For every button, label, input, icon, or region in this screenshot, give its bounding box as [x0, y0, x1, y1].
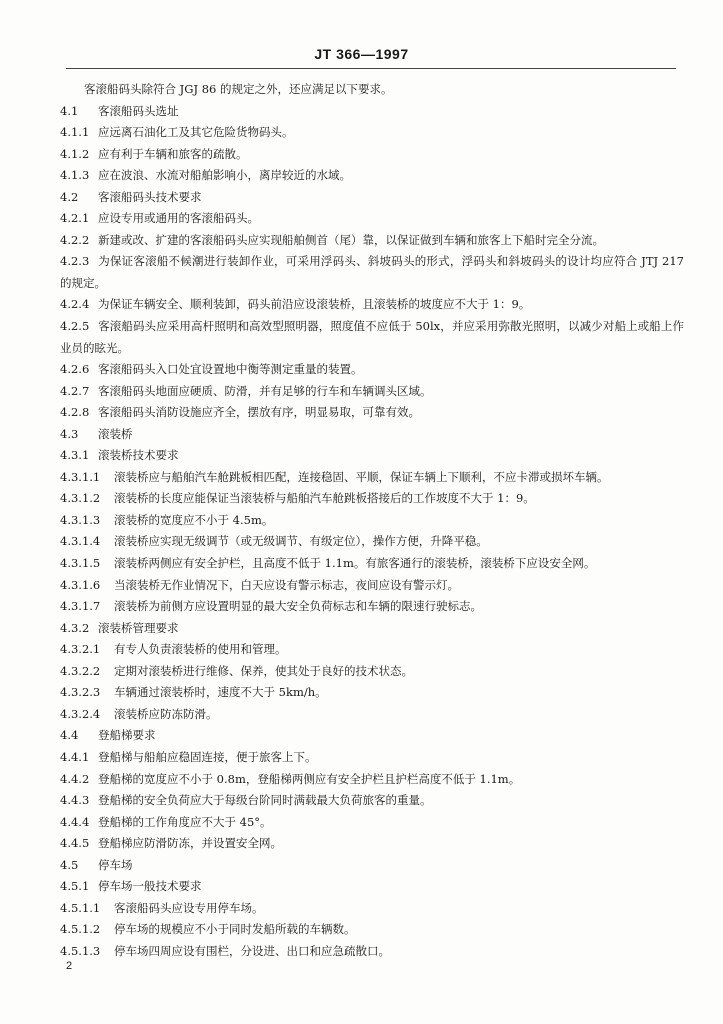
clause-number: 4.3.1.1: [60, 469, 101, 484]
clause-text: 为保证车辆安全、顺利装卸，码头前沿应设滚装桥，且滚装桥的坡度应不大于 1：9。: [98, 297, 531, 312]
clause-number: 4.2.2: [60, 232, 90, 247]
clause-text: 定期对滚装桥进行维修、保养，使其处于良好的技术状态。: [114, 663, 413, 678]
clause-text: 滚装桥技术要求: [98, 448, 179, 463]
clause-line: [60, 639, 684, 661]
page-number: 2: [66, 960, 73, 972]
page-header: JT 366—1997: [314, 46, 409, 62]
clause-line: [60, 855, 684, 877]
clause-line: [60, 833, 684, 855]
clause-text: 客滚船码头应采用高杆照明和高效型照明器，照度值不应低于 50lx，并应采用弥散光照明，以减少对船上或船上作业员的眩光。: [60, 319, 684, 355]
clause-number: 4.2.6: [60, 362, 90, 377]
clause-number: 4.3.1.2: [60, 491, 101, 506]
document-body: [60, 79, 684, 962]
clause-line: [60, 531, 684, 553]
clause-number: 4.2.7: [60, 383, 90, 398]
clause-number: 4.2.4: [60, 297, 90, 312]
clause-line: [60, 187, 684, 209]
clause-number: 4.5.1: [60, 879, 90, 894]
clause-text: 客滚船码头选址: [98, 103, 179, 118]
clause-text: 滚装桥应实现无级调节（或无级调节、有级定位），操作方便，升降平稳。: [114, 534, 488, 549]
clause-number: 4.3.2: [60, 620, 90, 635]
clause-text: 停车场四周应设有围栏，分设进、出口和应急疏散口。: [114, 943, 390, 958]
clause-line: [60, 941, 684, 963]
clause-text: 登船梯与船舶应稳固连接，便于旅客上下。: [98, 749, 317, 764]
clause-line: [60, 510, 684, 532]
clause-line: [60, 725, 684, 747]
clause-line: [60, 488, 684, 510]
clause-number: 4.4.5: [60, 836, 90, 851]
clause-line: [60, 424, 684, 446]
clause-line: [60, 316, 684, 359]
clause-number: 4.3.1: [60, 448, 90, 463]
clause-line: [60, 165, 684, 187]
clause-text: 登船梯的工作角度应不大于 45°。: [98, 814, 272, 829]
clause-text: 客滚船码头入口处宜设置地中衡等测定重量的装置。: [98, 362, 363, 377]
clause-number: 4.2.1: [60, 211, 90, 226]
clause-text: 滚装桥: [98, 426, 133, 441]
clause-number: 4.4.1: [60, 749, 90, 764]
clause-line: [60, 381, 684, 403]
clause-text: 滚装桥为前侧方应设置明显的最大安全负荷标志和车辆的限速行驶标志。: [114, 599, 482, 614]
clause-text: 应远离石油化工及其它危险货物码头。: [98, 125, 294, 140]
clause-line: [60, 790, 684, 812]
clause-line: [60, 575, 684, 597]
clause-line: [60, 101, 684, 123]
clause-text: 滚装桥两侧应有安全护栏，且高度不低于 1.1m。有旅客通行的滚装桥，滚装桥下应设安全网。: [114, 556, 596, 571]
clause-line: [60, 467, 684, 489]
clause-line: [60, 661, 684, 683]
clause-line: [60, 769, 684, 791]
clause-number: 4.2.8: [60, 405, 90, 420]
clause-text: 滚装桥的长度应能保证当滚装桥与船舶汽车舱跳板搭接后的工作坡度不大于 1：9。: [114, 491, 535, 506]
clause-number: 4.1.3: [60, 168, 90, 183]
clause-text: 有专人负责滚装桥的使用和管理。: [114, 642, 287, 657]
clause-number: 4.5.1.3: [60, 943, 101, 958]
clause-line: [60, 919, 684, 941]
clause-text: 停车场一般技术要求: [98, 879, 202, 894]
clause-line: [60, 251, 684, 294]
clause-text: 滚装桥的宽度应不小于 4.5m。: [114, 512, 274, 527]
clause-text: 为保证客滚船不候潮进行装卸作业，可采用浮码头、斜坡码头的形式，浮码头和斜坡码头的设计均应符合 JTJ 217 的规定。: [60, 254, 684, 290]
clause-number: 4.3.2.3: [60, 685, 101, 700]
clause-line: [60, 747, 684, 769]
clause-text: 客滚船码头应设专用停车场。: [114, 900, 264, 915]
clause-number: 4.3.1.6: [60, 577, 101, 592]
clause-line: [60, 704, 684, 726]
clause-line: [60, 79, 684, 101]
clause-text: 车辆通过滚装桥时，速度不大于 5km/h。: [114, 685, 327, 700]
clause-line: [60, 898, 684, 920]
clause-text: 滚装桥管理要求: [98, 620, 179, 635]
clause-text: 客滚船码头地面应硬质、防滑，并有足够的行车和车辆调头区域。: [98, 383, 432, 398]
clause-line: [60, 553, 684, 575]
clause-text: 客滚船码头除符合 JGJ 86 的规定之外，还应满足以下要求。: [84, 82, 393, 96]
clause-line: [60, 402, 684, 424]
clause-line: [60, 876, 684, 898]
clause-line: [60, 596, 684, 618]
clause-text: 当滚装桥无作业情况下，白天应设有警示标志，夜间应设有警示灯。: [114, 577, 459, 592]
clause-number: 4.1.2: [60, 146, 90, 161]
clause-text: 登船梯的宽度应不小于 0.8m，登船梯两侧应有安全护栏且护栏高度不低于 1.1m。: [98, 771, 521, 786]
clause-text: 应设专用或通用的客滚船码头。: [98, 211, 259, 226]
clause-number: 4.3.2.2: [60, 663, 101, 678]
clause-number: 4.4.2: [60, 771, 90, 786]
clause-number: 4.5.1.2: [60, 922, 101, 937]
clause-number: 4.3.2.1: [60, 642, 101, 657]
clause-text: 应在波浪、水流对船舶影响小，离岸较近的水域。: [98, 168, 351, 183]
clause-text: 应有利于车辆和旅客的疏散。: [98, 146, 248, 161]
clause-text: 登船梯要求: [98, 728, 156, 743]
clause-number: 4.5: [60, 857, 79, 872]
clause-text: 客滚船码头技术要求: [98, 189, 202, 204]
clause-text: 停车场的规模应不小于同时发船所载的车辆数。: [114, 922, 356, 937]
clause-text: 登船梯应防滑防冻，并设置安全网。: [98, 836, 282, 851]
clause-number: 4.3.1.5: [60, 556, 101, 571]
clause-text: 滚装桥应防冻防滑。: [114, 706, 218, 721]
clause-number: 4.2.5: [60, 319, 90, 334]
clause-line: [60, 445, 684, 467]
header-rule: [66, 68, 676, 69]
clause-text: 停车场: [98, 857, 133, 872]
clause-number: 4.4.4: [60, 814, 90, 829]
clause-number: 4.3.1.3: [60, 512, 101, 527]
clause-line: [60, 359, 684, 381]
clause-line: [60, 122, 684, 144]
clause-number: 4.4.3: [60, 793, 90, 808]
clause-number: 4.2.3: [60, 254, 90, 269]
clause-line: [60, 230, 684, 252]
clause-number: 4.4: [60, 728, 79, 743]
clause-number: 4.1.1: [60, 125, 90, 140]
clause-number: 4.3.2.4: [60, 706, 101, 721]
clause-text: 滚装桥应与船舶汽车舱跳板相匹配，连接稳固、平顺，保证车辆上下顺利，不应卡滞或损坏车辆。: [114, 469, 609, 484]
clause-number: 4.2: [60, 189, 79, 204]
clause-number: 4.1: [60, 103, 79, 118]
clause-line: [60, 208, 684, 230]
clause-number: 4.3.1.7: [60, 599, 101, 614]
clause-line: [60, 294, 684, 316]
clause-number: 4.5.1.1: [60, 900, 101, 915]
clause-line: [60, 618, 684, 640]
clause-line: [60, 812, 684, 834]
clause-text: 登船梯的安全负荷应大于每级台阶同时满载最大负荷旅客的重量。: [98, 793, 432, 808]
clause-text: 新建或改、扩建的客滚船码头应实现船舶侧首（尾）靠，以保证做到车辆和旅客上下船时完全分流。: [98, 232, 604, 247]
clause-number: 4.3: [60, 426, 79, 441]
clause-text: 客滚船码头消防设施应齐全，摆放有序，明显易取，可靠有效。: [98, 405, 420, 420]
clause-line: [60, 682, 684, 704]
clause-line: [60, 144, 684, 166]
clause-number: 4.3.1.4: [60, 534, 101, 549]
